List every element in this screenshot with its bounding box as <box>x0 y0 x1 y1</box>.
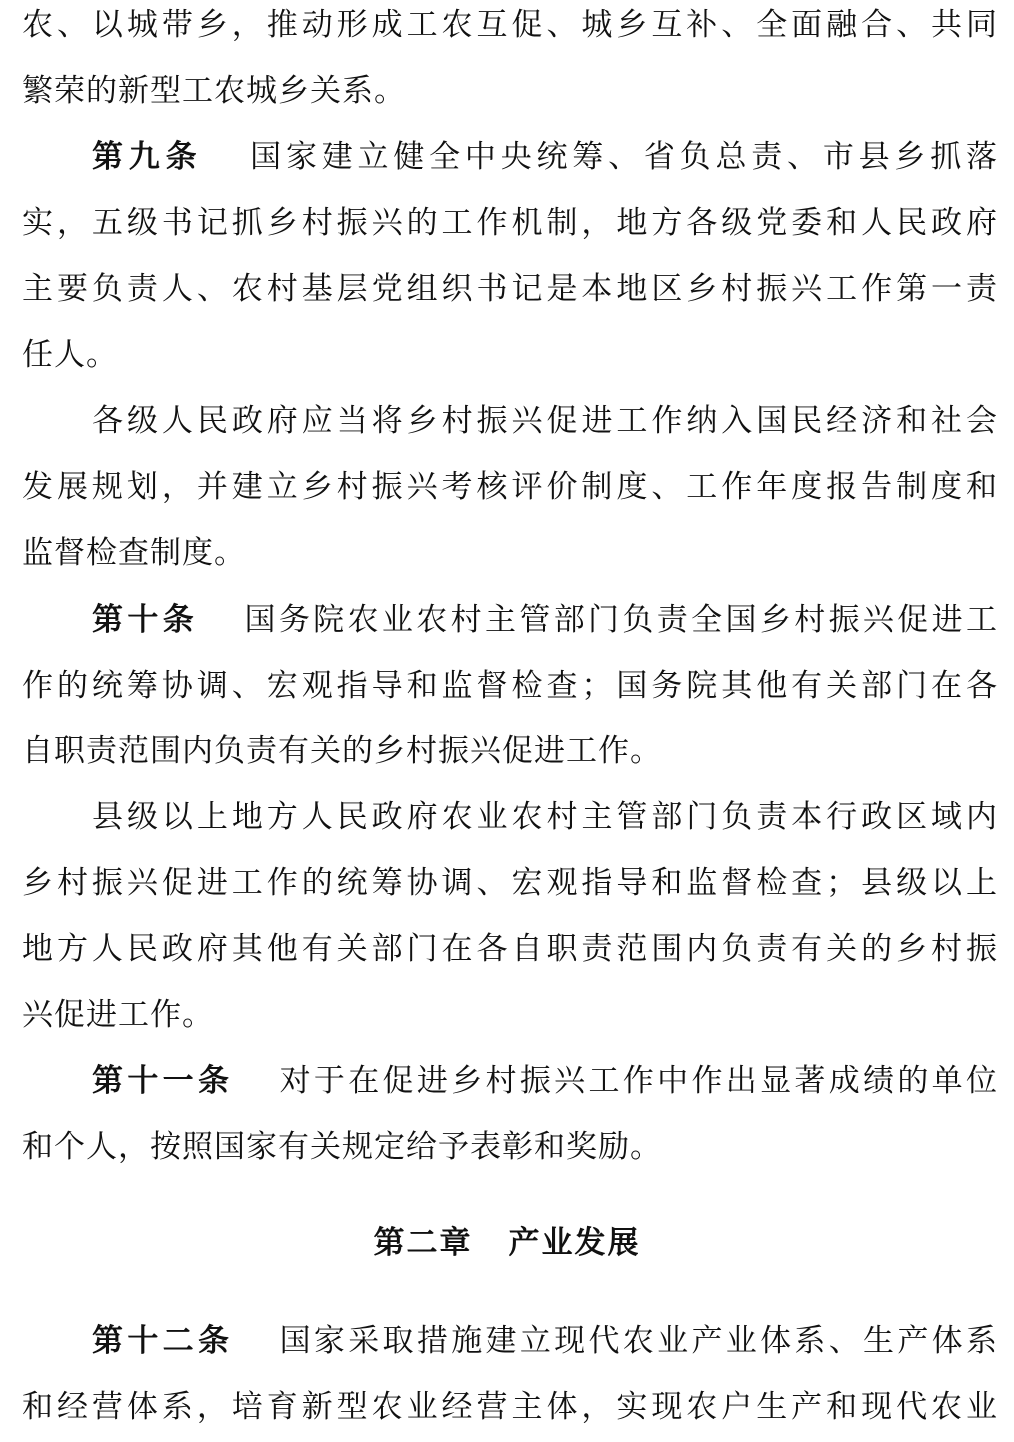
text-line: 实，五级书记抓乡村振兴的工作机制，地方各级党委和人民政府 <box>22 205 998 241</box>
text-line: 主要负责人、农村基层党组织书记是本地区乡村振兴工作第一责 <box>22 271 998 307</box>
text-line: 和个人，按照国家有关规定给予表彰和奖励。 <box>22 1129 662 1165</box>
text-line: 作的统筹协调、宏观指导和监督检查；国务院其他有关部门在各 <box>22 668 998 704</box>
article-11-first-line <box>92 1058 998 1104</box>
article-10-heading: 第十条 <box>92 602 199 638</box>
text-line: 繁荣的新型工农城乡关系。 <box>22 73 406 109</box>
article-12-heading: 第十二条 <box>92 1323 234 1359</box>
article-12-first-line <box>92 1318 998 1364</box>
text-line: 农、以城带乡，推动形成工农互促、城乡互补、全面融合、共同 <box>22 7 998 43</box>
text-segment: 国务院农业农村主管部门负责全国乡村振兴促进工 <box>242 602 999 638</box>
chapter-heading <box>0 1220 1014 1266</box>
chapter-number: 第二章 <box>373 1225 473 1261</box>
text-line: 发展规划，并建立乡村振兴考核评价制度、工作年度报告制度和 <box>22 469 998 505</box>
text-line: 监督检查制度。 <box>22 535 246 571</box>
text-line: 乡村振兴促进工作的统筹协调、宏观指导和监督检查；县级以上 <box>22 865 998 901</box>
text-line: 和经营体系，培育新型农业经营主体，实现农户生产和现代农业 <box>22 1389 998 1425</box>
text-line: 县级以上地方人民政府农业农村主管部门负责本行政区域内 <box>92 799 998 835</box>
text-line: 地方人民政府其他有关部门在各自职责范围内负责有关的乡村振 <box>22 931 998 967</box>
chapter-title: 产业发展 <box>508 1225 641 1261</box>
article-11-heading: 第十一条 <box>92 1063 234 1099</box>
text-line: 兴促进工作。 <box>22 997 214 1033</box>
text-line: 任人。 <box>22 337 118 373</box>
text-line: 各级人民政府应当将乡村振兴促进工作纳入国民经济和社会 <box>92 403 998 439</box>
text-line: 自职责范围内负责有关的乡村振兴促进工作。 <box>22 733 662 769</box>
article-9-heading: 第九条 <box>92 139 203 175</box>
text-segment: 国家建立健全中央统筹、省负总责、市县乡抓落 <box>246 139 998 175</box>
article-9-first-line <box>92 134 998 180</box>
article-10-first-line <box>92 597 998 643</box>
text-segment: 国家采取措施建立现代农业产业体系、生产体系 <box>277 1323 998 1359</box>
text-segment: 对于在促进乡村振兴工作中作出显著成绩的单位 <box>277 1063 998 1099</box>
